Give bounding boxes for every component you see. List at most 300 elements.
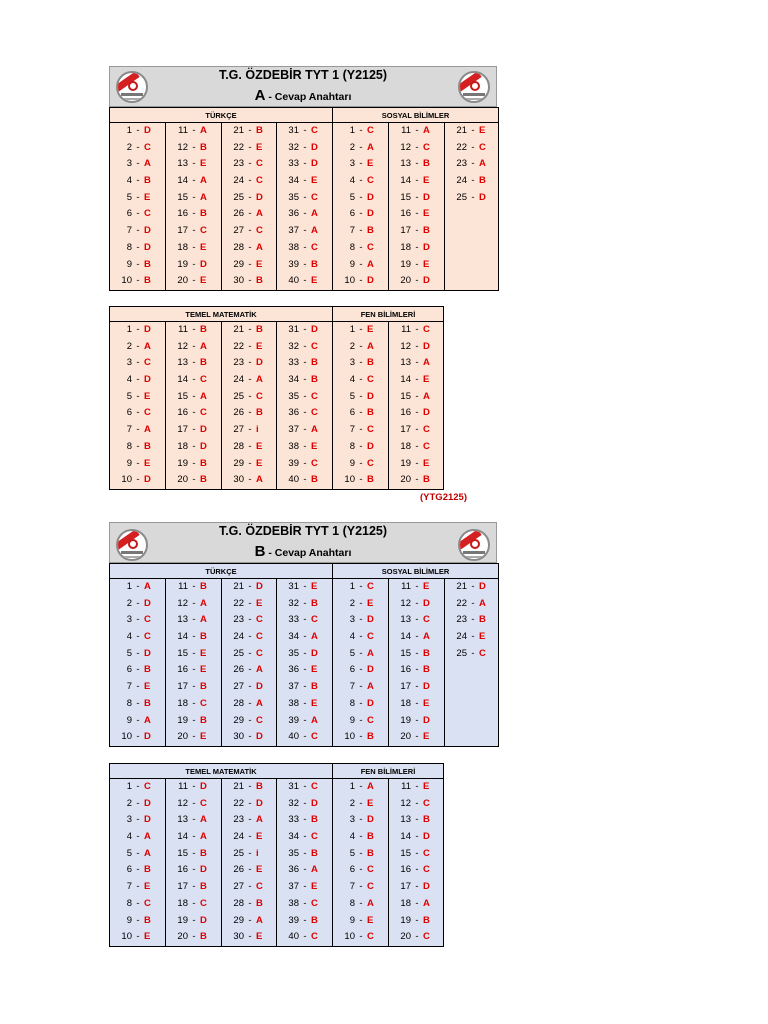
answer-row <box>166 662 221 679</box>
answer-row <box>222 679 276 696</box>
answer-row <box>110 929 165 946</box>
answer-row <box>277 439 332 456</box>
separator: - <box>359 797 363 809</box>
answer-row <box>389 240 444 257</box>
question-number: 10 <box>121 474 132 486</box>
answer-row <box>222 612 276 629</box>
answer-row <box>110 829 165 846</box>
question-number: 34 <box>288 175 299 187</box>
header-a <box>109 66 497 107</box>
answer-column <box>333 123 389 291</box>
table-turkce-sosyal-b <box>109 563 499 747</box>
question-number: 8 <box>349 241 355 253</box>
question-number: 18 <box>177 897 188 909</box>
answer-row <box>277 729 332 746</box>
answer-letter: A <box>311 208 318 220</box>
section-header: TÜRKÇE <box>110 108 333 123</box>
separator: - <box>415 931 419 943</box>
answer-row <box>333 257 388 274</box>
answer-letter: D <box>256 581 263 592</box>
answer-row <box>445 596 498 613</box>
answer-letter: C <box>311 125 318 136</box>
question-number: 17 <box>177 881 188 893</box>
question-number: 12 <box>177 797 188 809</box>
answer-row <box>166 612 221 629</box>
answer-column <box>222 779 277 947</box>
answer-column <box>110 579 166 747</box>
answer-row <box>166 190 221 207</box>
separator: - <box>248 141 252 153</box>
answer-letter: C <box>423 614 430 626</box>
answer-row <box>222 629 276 646</box>
answer-row <box>110 662 165 679</box>
separator: - <box>136 664 140 676</box>
answer-row <box>389 156 444 173</box>
answer-letter: C <box>423 440 430 452</box>
question-number: 3 <box>126 158 132 170</box>
answer-letter: C <box>200 797 207 809</box>
answer-row <box>277 257 332 274</box>
answer-row <box>222 339 276 356</box>
answer-row <box>389 713 444 730</box>
answer-row <box>166 339 221 356</box>
answer-letter: B <box>367 407 374 419</box>
question-number: 12 <box>177 340 188 352</box>
answer-letter: E <box>256 597 263 609</box>
separator: - <box>415 390 419 402</box>
answer-row <box>166 389 221 406</box>
separator: - <box>192 324 196 335</box>
question-number: 29 <box>233 914 244 926</box>
answer-letter: B <box>200 714 207 726</box>
separator: - <box>359 814 363 826</box>
question-number: 20 <box>400 275 411 287</box>
answer-row <box>333 156 388 173</box>
separator: - <box>248 614 252 626</box>
answer-row <box>110 372 165 389</box>
answer-letter: C <box>423 797 430 809</box>
answer-letter: i <box>256 424 259 436</box>
answer-letter: C <box>311 614 318 626</box>
answer-letter: D <box>144 647 151 659</box>
answer-letter: C <box>367 424 374 436</box>
question-number: 30 <box>233 275 244 287</box>
answer-letter: B <box>144 440 151 452</box>
answer-letter: C <box>367 881 374 893</box>
question-number: 6 <box>349 407 355 419</box>
answer-column <box>389 322 444 490</box>
answer-letter: C <box>311 831 318 843</box>
answer-column <box>166 322 222 490</box>
answer-row <box>333 405 388 422</box>
question-number: 21 <box>456 581 467 592</box>
answer-row <box>166 123 221 140</box>
answer-column <box>333 579 389 747</box>
answer-row <box>110 456 165 473</box>
separator: - <box>192 664 196 676</box>
answer-row <box>389 273 444 290</box>
answer-letter: B <box>200 581 207 592</box>
separator: - <box>192 897 196 909</box>
answer-row <box>110 579 165 596</box>
answer-letter: C <box>367 581 374 592</box>
separator: - <box>303 225 307 237</box>
answer-row <box>222 862 276 879</box>
question-number: 40 <box>288 474 299 486</box>
answer-letter: C <box>423 141 430 153</box>
question-number: 17 <box>177 424 188 436</box>
separator: - <box>136 258 140 270</box>
answer-letter: D <box>144 374 151 386</box>
separator: - <box>359 714 363 726</box>
question-number: 20 <box>400 731 411 743</box>
question-number: 18 <box>400 440 411 452</box>
separator: - <box>136 697 140 709</box>
answer-letter: C <box>256 647 263 659</box>
question-number: 5 <box>349 847 355 859</box>
question-number: 7 <box>126 424 132 436</box>
separator: - <box>136 440 140 452</box>
question-number: 35 <box>288 647 299 659</box>
question-number: 11 <box>178 324 188 335</box>
question-number: 23 <box>456 614 467 626</box>
question-number: 21 <box>233 125 244 136</box>
separator: - <box>415 158 419 170</box>
answer-letter: D <box>311 324 318 335</box>
separator: - <box>303 681 307 693</box>
answer-letter: E <box>423 374 430 386</box>
answer-letter: A <box>367 897 374 909</box>
separator: - <box>136 864 140 876</box>
answer-letter: B <box>423 225 430 237</box>
question-number: 15 <box>400 390 411 402</box>
separator: - <box>303 581 307 592</box>
question-number: 20 <box>400 931 411 943</box>
answer-letter: A <box>479 597 486 609</box>
school-logo-icon <box>458 71 490 103</box>
separator: - <box>136 141 140 153</box>
separator: - <box>415 424 419 436</box>
answer-row <box>166 372 221 389</box>
separator: - <box>136 631 140 643</box>
question-number: 9 <box>349 914 355 926</box>
answer-row <box>277 862 332 879</box>
answer-row <box>389 173 444 190</box>
separator: - <box>415 457 419 469</box>
separator: - <box>303 664 307 676</box>
answer-column <box>333 779 389 947</box>
answer-row <box>333 862 388 879</box>
separator: - <box>471 631 475 643</box>
answer-letter: A <box>256 374 263 386</box>
answer-row <box>333 679 388 696</box>
answer-row <box>277 713 332 730</box>
separator: - <box>248 374 252 386</box>
answer-column <box>166 779 222 947</box>
answer-row <box>277 829 332 846</box>
separator: - <box>359 141 363 153</box>
separator: - <box>415 191 419 203</box>
separator: - <box>415 581 419 592</box>
separator: - <box>192 241 196 253</box>
answer-letter: A <box>311 631 318 643</box>
answer-row <box>389 140 444 157</box>
answer-letter: C <box>311 457 318 469</box>
answer-letter: D <box>144 225 151 237</box>
separator: - <box>248 647 252 659</box>
answer-letter: E <box>256 831 263 843</box>
separator: - <box>136 275 140 287</box>
question-number: 16 <box>177 407 188 419</box>
answer-letter: E <box>256 340 263 352</box>
separator: - <box>192 681 196 693</box>
separator: - <box>248 814 252 826</box>
answer-row <box>333 173 388 190</box>
answer-row <box>110 322 165 339</box>
answer-letter: B <box>256 275 263 287</box>
answer-letter: C <box>200 407 207 419</box>
question-number: 6 <box>126 664 132 676</box>
answer-letter: A <box>367 340 374 352</box>
separator: - <box>136 474 140 486</box>
separator: - <box>303 258 307 270</box>
question-number: 21 <box>233 581 244 592</box>
answer-row <box>333 190 388 207</box>
question-number: 3 <box>349 814 355 826</box>
separator: - <box>192 881 196 893</box>
separator: - <box>303 831 307 843</box>
answer-row <box>222 156 276 173</box>
answer-letter: E <box>367 597 374 609</box>
separator: - <box>248 407 252 419</box>
answer-row <box>110 779 165 796</box>
separator: - <box>359 241 363 253</box>
question-number: 7 <box>126 881 132 893</box>
separator: - <box>248 847 252 859</box>
answer-row <box>333 812 388 829</box>
separator: - <box>192 340 196 352</box>
question-number: 3 <box>126 814 132 826</box>
answer-letter: E <box>144 931 151 943</box>
answer-letter: B <box>367 474 374 486</box>
answer-row <box>222 223 276 240</box>
answer-row <box>333 896 388 913</box>
answer-letter: A <box>256 697 263 709</box>
booklet-letter: B <box>254 543 266 560</box>
answer-letter: D <box>311 141 318 153</box>
answer-row <box>166 896 221 913</box>
answer-row <box>110 679 165 696</box>
question-number: 30 <box>233 731 244 743</box>
answer-row <box>277 662 332 679</box>
question-number: 28 <box>233 241 244 253</box>
question-number: 4 <box>126 374 132 386</box>
question-number: 16 <box>177 864 188 876</box>
answer-letter: C <box>256 175 263 187</box>
answer-letter: A <box>423 390 430 402</box>
answer-letter: E <box>423 258 430 270</box>
answer-letter: E <box>423 781 430 792</box>
answer-row <box>222 779 276 796</box>
answer-row <box>166 929 221 946</box>
answer-row <box>389 829 443 846</box>
answer-letter: C <box>311 731 318 743</box>
answer-letter: A <box>367 141 374 153</box>
question-number: 5 <box>349 390 355 402</box>
answer-row <box>166 629 221 646</box>
separator: - <box>303 357 307 369</box>
separator: - <box>192 931 196 943</box>
answer-letter: C <box>367 125 374 136</box>
answer-letter: B <box>200 681 207 693</box>
exam-title: T.G. ÖZDEBİR TYT 1 (Y2125) <box>218 68 388 82</box>
answer-row <box>222 355 276 372</box>
question-number: 25 <box>233 390 244 402</box>
question-number: 23 <box>233 814 244 826</box>
answer-row <box>222 913 276 930</box>
answer-column <box>389 123 445 291</box>
question-number: 1 <box>126 125 132 136</box>
table-turkce-sosyal-a <box>109 107 499 291</box>
question-number: 15 <box>400 847 411 859</box>
answer-letter: B <box>367 225 374 237</box>
separator: - <box>136 897 140 909</box>
answer-column <box>389 579 445 747</box>
answer-row <box>166 779 221 796</box>
answer-letter: E <box>144 681 151 693</box>
answer-letter: A <box>200 597 207 609</box>
answer-letter: D <box>367 697 374 709</box>
separator: - <box>136 931 140 943</box>
answer-row <box>445 156 498 173</box>
answer-row <box>333 389 388 406</box>
answer-row <box>166 140 221 157</box>
separator: - <box>303 324 307 335</box>
answer-row <box>333 322 388 339</box>
separator: - <box>303 208 307 220</box>
question-number: 38 <box>288 697 299 709</box>
answer-letter: C <box>367 457 374 469</box>
answer-row <box>110 913 165 930</box>
answer-letter: C <box>256 225 263 237</box>
answer-letter: E <box>423 697 430 709</box>
question-number: 7 <box>349 681 355 693</box>
answer-letter: C <box>200 697 207 709</box>
answer-letter: A <box>367 258 374 270</box>
answer-row <box>222 273 276 290</box>
answer-row <box>166 713 221 730</box>
separator: - <box>136 191 140 203</box>
answer-letter: B <box>144 664 151 676</box>
question-number: 29 <box>233 258 244 270</box>
question-number: 9 <box>126 457 132 469</box>
answer-letter: D <box>423 407 430 419</box>
question-number: 39 <box>288 914 299 926</box>
subtitle-text: - Cevap Anahtarı <box>265 547 352 559</box>
answer-row <box>166 579 221 596</box>
question-number: 11 <box>178 781 188 792</box>
question-number: 15 <box>400 191 411 203</box>
answer-letter: A <box>200 191 207 203</box>
answer-row <box>222 140 276 157</box>
separator: - <box>248 714 252 726</box>
answer-row <box>389 646 444 663</box>
answer-letter: D <box>200 424 207 436</box>
question-number: 10 <box>121 731 132 743</box>
question-number: 19 <box>177 258 188 270</box>
separator: - <box>192 424 196 436</box>
question-number: 9 <box>126 714 132 726</box>
answer-letter: A <box>423 897 430 909</box>
question-number: 11 <box>401 781 411 792</box>
answer-letter: E <box>311 175 318 187</box>
question-number: 4 <box>126 631 132 643</box>
question-number: 8 <box>349 697 355 709</box>
answer-letter: B <box>423 664 430 676</box>
answer-letter: E <box>200 158 207 170</box>
booklet-code: (YTG2125) <box>420 492 467 503</box>
separator: - <box>248 191 252 203</box>
answer-letter: D <box>367 440 374 452</box>
separator: - <box>192 714 196 726</box>
separator: - <box>192 141 196 153</box>
separator: - <box>359 125 363 136</box>
separator: - <box>136 390 140 402</box>
section-header: FEN BİLİMLERİ <box>333 307 444 322</box>
answer-row <box>333 662 388 679</box>
answer-letter: B <box>200 457 207 469</box>
answer-letter: C <box>144 614 151 626</box>
question-number: 34 <box>288 831 299 843</box>
question-number: 12 <box>400 597 411 609</box>
answer-letter: B <box>311 374 318 386</box>
separator: - <box>248 424 252 436</box>
question-number: 28 <box>233 897 244 909</box>
answer-row <box>110 173 165 190</box>
answer-letter: A <box>256 914 263 926</box>
separator: - <box>415 814 419 826</box>
answer-letter: B <box>144 864 151 876</box>
answer-row <box>445 629 498 646</box>
separator: - <box>471 125 475 136</box>
separator: - <box>303 340 307 352</box>
answer-row <box>222 579 276 596</box>
question-number: 5 <box>349 647 355 659</box>
question-number: 2 <box>126 141 132 153</box>
answer-letter: A <box>144 714 151 726</box>
answer-column <box>445 123 499 291</box>
question-number: 18 <box>177 440 188 452</box>
question-number: 33 <box>288 814 299 826</box>
answer-row <box>222 173 276 190</box>
question-number: 31 <box>288 781 299 792</box>
answer-row <box>389 796 443 813</box>
question-number: 19 <box>400 914 411 926</box>
separator: - <box>192 275 196 287</box>
answer-letter: C <box>311 390 318 402</box>
answer-row <box>222 796 276 813</box>
separator: - <box>359 631 363 643</box>
question-number: 18 <box>400 897 411 909</box>
question-number: 2 <box>349 597 355 609</box>
answer-row <box>389 913 443 930</box>
answer-letter: D <box>311 158 318 170</box>
question-number: 20 <box>177 474 188 486</box>
question-number: 17 <box>177 225 188 237</box>
answer-letter: D <box>367 664 374 676</box>
answer-letter: A <box>311 864 318 876</box>
answer-letter: D <box>367 275 374 287</box>
